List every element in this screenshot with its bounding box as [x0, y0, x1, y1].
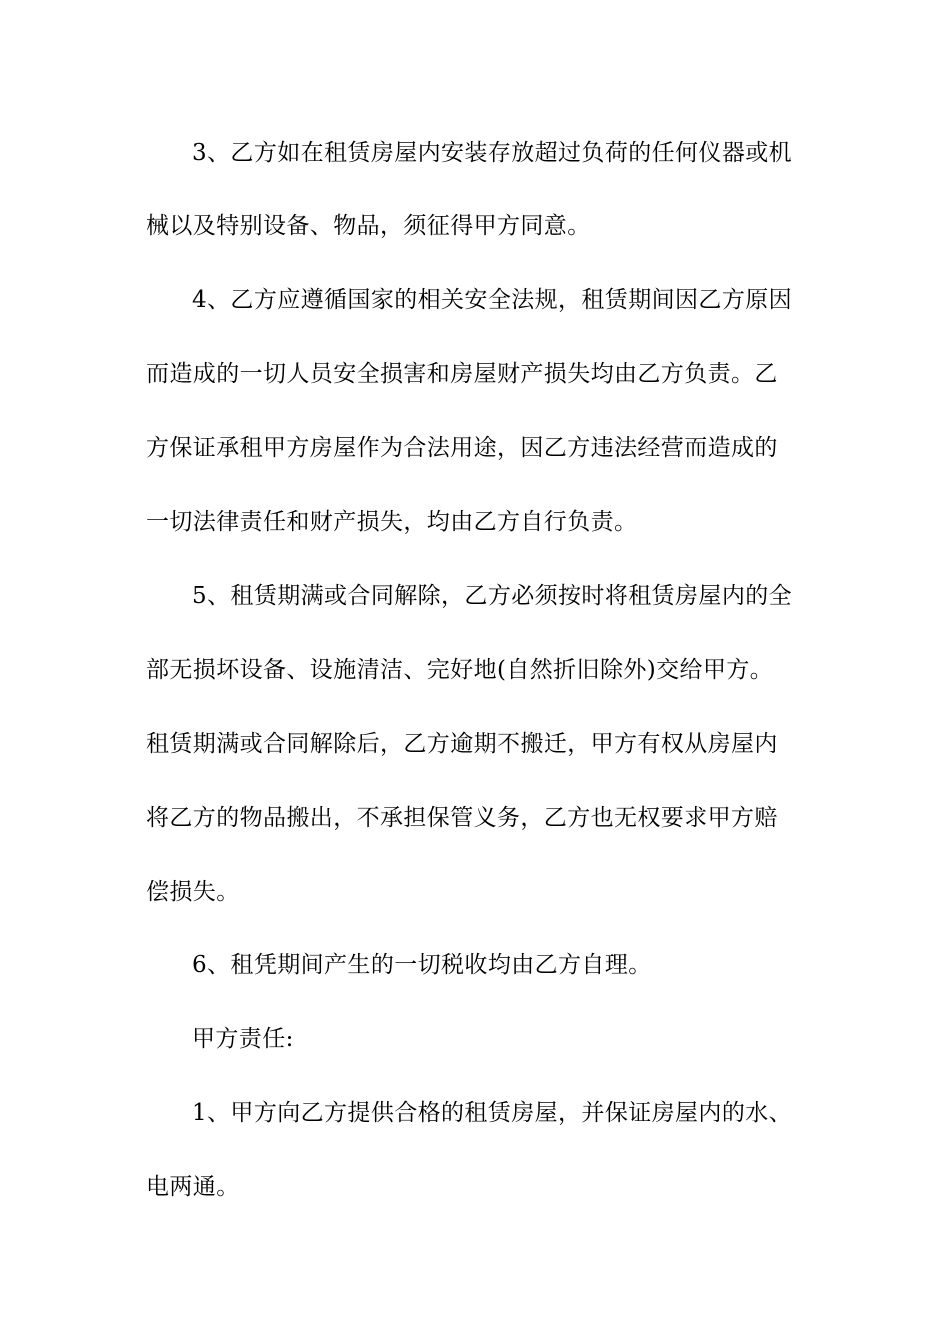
- clause-5-line-1: 5、租赁期满或合同解除，乙方必须按时将租赁房屋内的全: [192, 583, 793, 609]
- clause-4-line-1: 4、乙方应遵循国家的相关安全法规，租赁期间因乙方原因: [192, 287, 793, 313]
- clause-5-line-3: 租赁期满或合同解除后，乙方逾期不搬迁，甲方有权从房屋内: [146, 731, 778, 757]
- clause-5-line-2: 部无损坏设备、设施清洁、完好地(自然折旧除外)交给甲方。: [146, 657, 774, 683]
- clause-3-line-1: 3、乙方如在租赁房屋内安装存放超过负荷的任何仪器或机: [192, 140, 793, 166]
- clause-4-line-3: 方保证承租甲方房屋作为合法用途，因乙方违法经营而造成的: [146, 435, 778, 461]
- party-a-clause-1-line-2: 电两通。: [146, 1174, 240, 1200]
- clause-5-line-4: 将乙方的物品搬出，不承担保管义务，乙方也无权要求甲方赔: [146, 805, 778, 831]
- clause-4-line-2: 而造成的一切人员安全损害和房屋财产损失均由乙方负责。乙: [146, 361, 778, 387]
- clause-5-line-5: 偿损失。: [146, 879, 240, 905]
- clause-3-line-2: 械以及特别设备、物品，须征得甲方同意。: [146, 213, 591, 239]
- party-a-clause-1-line-1: 1、甲方向乙方提供合格的租赁房屋，并保证房屋内的水、: [192, 1100, 793, 1126]
- clause-4-line-4: 一切法律责任和财产损失，均由乙方自行负责。: [146, 509, 638, 535]
- clause-6-line-1: 6、租凭期间产生的一切税收均由乙方自理。: [192, 952, 652, 978]
- section-heading-party-a: 甲方责任:: [192, 1026, 294, 1052]
